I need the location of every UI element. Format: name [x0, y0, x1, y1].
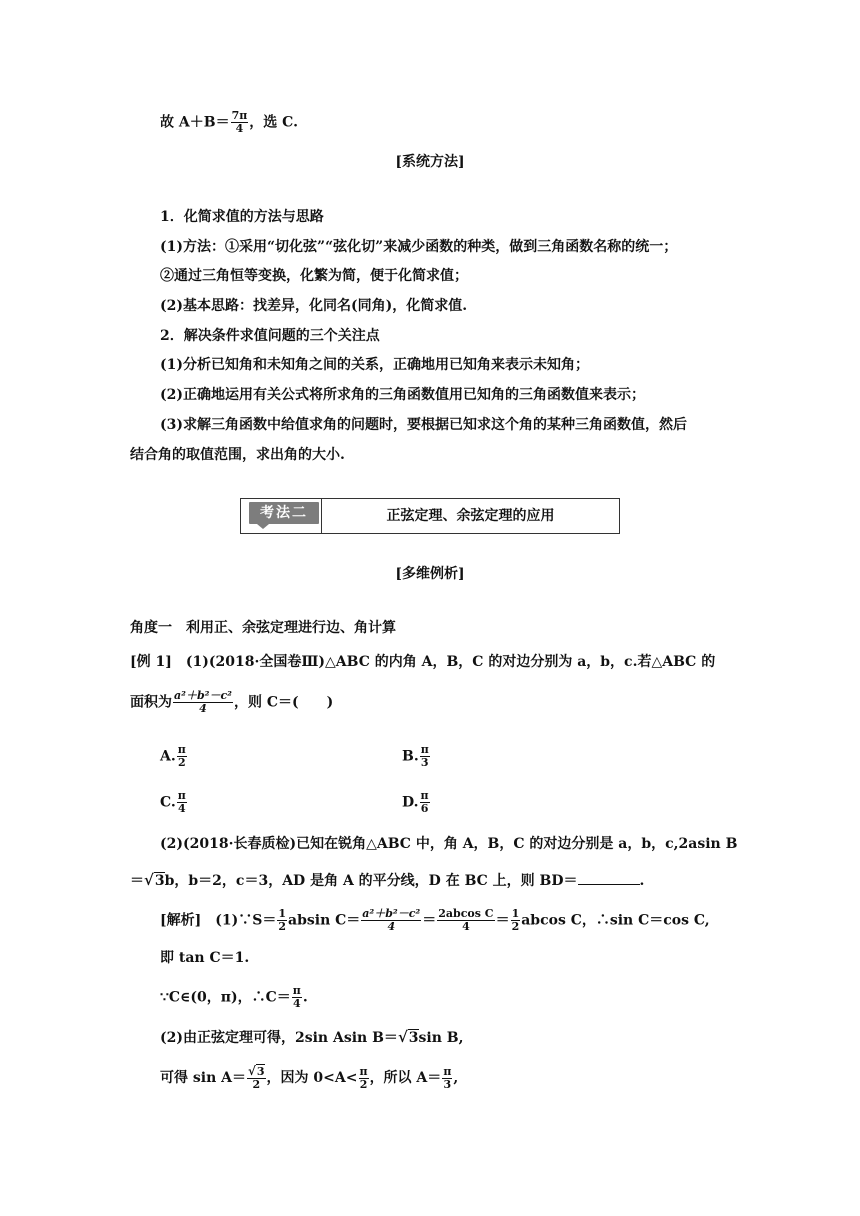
angle-heading: 角度一 利用正、余弦定理进行边、角计算 — [130, 620, 396, 636]
kaofa-banner — [240, 498, 620, 534]
question-2-line-2: ＝√3b，b＝2，c＝3，AD 是角 A 的平分线，D 在 BC 上，则 BD＝ . — [130, 871, 645, 889]
option-a: A. $\frac{\pi}{2}$ — [160, 743, 186, 769]
solution-line-1: [解析] (1)∵S＝ $\frac{1}{2}$ absin C＝ $\frac{\text{a²＋b²－c²}}{4}$ ＝ $\frac{\text{2abcos C}}{4}$ ＝ $\frac{1}{2}$ abcos C，∴sin C＝cos C, — [160, 907, 710, 933]
method-title-2: 2．解决条件求值问题的三个关注点 — [160, 328, 380, 344]
kaofa-title: 正弦定理、余弦定理的应用 — [386, 508, 555, 524]
method-text: (1)分析已知角和未知角之间的关系，正确地用已知角来表示未知角； — [160, 357, 589, 373]
conclusion-prefix: 故 A＋B＝ — [160, 114, 230, 131]
fraction: $\frac{\text{a²＋b²－c²}}{4}$ — [174, 689, 232, 715]
method-title-1: 1．化简求值的方法与思路 — [160, 209, 324, 225]
method-text: (2)基本思路：找差异，化同名(同角)，化简求值. — [160, 298, 468, 314]
method-text: (1)方法：①采用“切化弦”“弦化切”来减少函数的种类，做到三角函数名称的统一； — [160, 239, 678, 255]
kaofa-tag: 考法二 — [249, 502, 319, 524]
example-tag: [例 1] — [130, 654, 172, 670]
solution-tag: [解析] — [160, 912, 202, 929]
solution-line-5: 可得 sin A＝ $\frac{√3}{2}$ ，因为 0<A< $\frac{\pi}{2}$ ，所以 A＝ $\frac{\pi}{3}$ , — [160, 1064, 459, 1091]
option-b: B. $\frac{\pi}{3}$ — [402, 743, 429, 769]
conclusion-suffix: ，选 C. — [249, 114, 298, 131]
question-text: (1)(2018·全国卷Ⅲ)△ABC 的内角 A，B，C 的对边分别为 a，b，c.若△ABC 的 — [185, 654, 716, 670]
example-line — [130, 652, 715, 672]
question-line: 面积为 $\frac{\text{a²＋b²－c²}}{4}$ ，则 C＝( ) — [130, 689, 334, 715]
solution-line-2: 即 tan C＝1. — [160, 950, 250, 966]
conclusion-line — [160, 110, 298, 135]
section-heading-examples: [多维例析] — [395, 566, 465, 582]
option-c: C. $\frac{\pi}{4}$ — [160, 789, 186, 815]
method-text: (3)求解三角函数中给值求角的问题时，要根据已知求这个角的某种三角函数值，然后 — [160, 417, 687, 433]
solution-line-4: (2)由正弦定理可得，2sin Asin B＝√3sin B, — [160, 1028, 464, 1046]
method-text: ②通过三角恒等变换，化繁为简，便于化简求值； — [160, 268, 468, 284]
solution-line-3: ∵C∈(0，π)，∴C＝ $\frac{\pi}{4}$ . — [160, 984, 308, 1010]
method-text: (2)正确地运用有关公式将所求角的三角函数值用已知角的三角函数值来表示； — [160, 387, 645, 403]
section-heading-methods: [系统方法] — [395, 154, 465, 170]
method-text: 结合角的取值范围，求出角的大小. — [130, 447, 345, 463]
fraction: $\frac{7\pi}{4}$ — [231, 109, 248, 135]
answer-blank — [578, 870, 640, 885]
question-2-line-1: (2)(2018·长春质检)已知在锐角△ABC 中，角 A，B，C 的对边分别是 a，b，c,2asin B — [160, 836, 738, 852]
option-d: D. $\frac{\pi}{6}$ — [402, 789, 429, 815]
